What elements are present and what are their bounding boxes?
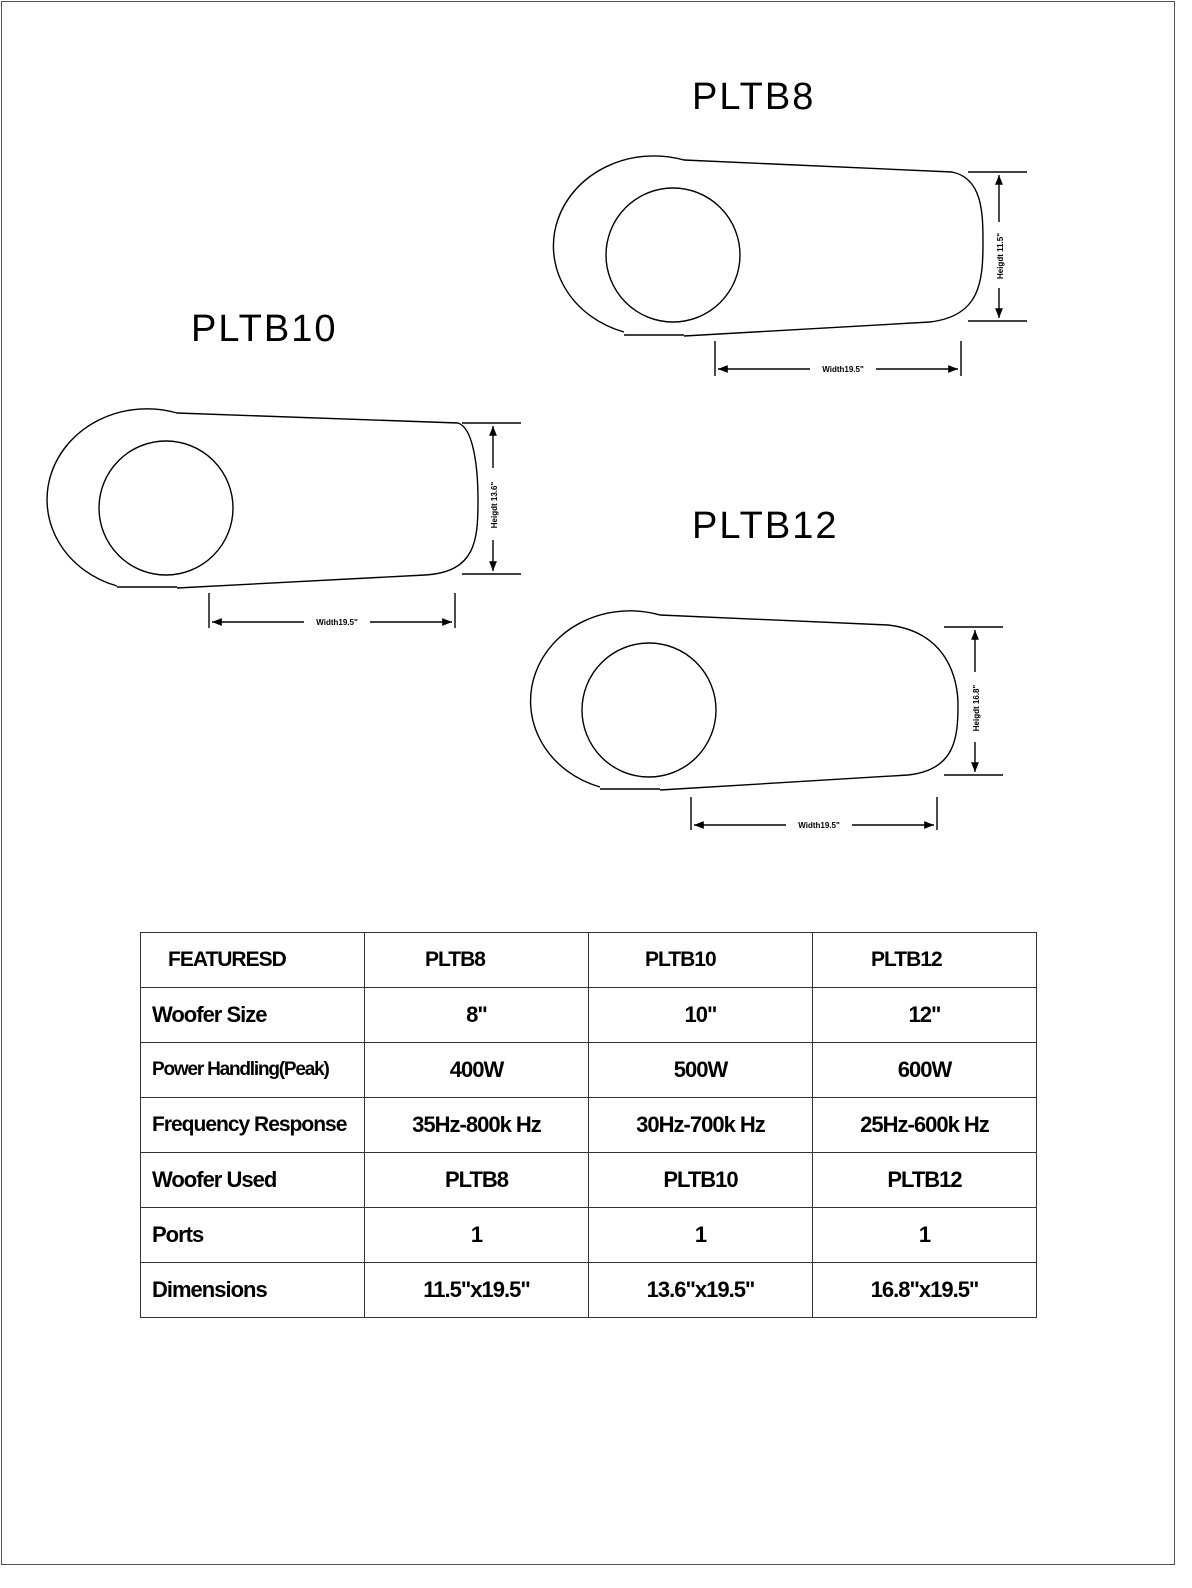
table-header-cell: PLTB12 — [813, 933, 1037, 988]
row-label: Dimensions — [141, 1263, 365, 1318]
table-cell: 8" — [365, 988, 589, 1043]
pltb10-width-label: Width19.5" — [316, 618, 358, 627]
pltb12-woofer-circle — [582, 643, 716, 777]
pltb8-enclosure-outline — [553, 156, 983, 336]
table-row — [141, 1098, 1037, 1153]
table-cell: 16.8"x19.5" — [813, 1263, 1037, 1318]
table-cell: 10" — [589, 988, 813, 1043]
table-cell: PLTB10 — [589, 1153, 813, 1208]
table-header-cell: FEATURESD — [141, 933, 365, 988]
table-cell: 400W — [365, 1043, 589, 1098]
table-row — [141, 1153, 1037, 1208]
table-cell: 1 — [813, 1208, 1037, 1263]
pltb10-height-label: Heigdt 13.6" — [490, 481, 499, 529]
pltb8-width-label: Width19.5" — [822, 365, 864, 374]
row-label: Woofer Used — [141, 1153, 365, 1208]
table-cell: 12" — [813, 988, 1037, 1043]
table-cell: 25Hz-600k Hz — [813, 1098, 1037, 1153]
title-pltb10: PLTB10 — [191, 308, 338, 350]
table-cell: 11.5"x19.5" — [365, 1263, 589, 1318]
table-cell: 500W — [589, 1043, 813, 1098]
table-header-cell: PLTB8 — [365, 933, 589, 988]
pltb8-height-label: Heigdt 11.5" — [996, 232, 1005, 280]
table-row — [141, 988, 1037, 1043]
table-row — [141, 1208, 1037, 1263]
table-header-cell: PLTB10 — [589, 933, 813, 988]
pltb8-woofer-circle — [606, 188, 740, 322]
pltb12-width-label: Width19.5" — [798, 821, 840, 830]
row-label: Power Handling(Peak) — [141, 1043, 365, 1098]
table-cell: 600W — [813, 1043, 1037, 1098]
title-pltb12: PLTB12 — [692, 505, 839, 547]
table-cell: PLTB8 — [365, 1153, 589, 1208]
pltb12-drawing — [531, 611, 1003, 830]
table-cell: 30Hz-700k Hz — [589, 1098, 813, 1153]
table-cell: 1 — [589, 1208, 813, 1263]
pltb12-height-label: Heigdt 16.8" — [972, 684, 981, 732]
table-row — [141, 1043, 1037, 1098]
pltb12-enclosure-outline — [531, 611, 958, 790]
table-header-row — [141, 933, 1037, 988]
table-cell: 35Hz-800k Hz — [365, 1098, 589, 1153]
title-pltb8: PLTB8 — [692, 76, 816, 118]
pltb8-drawing — [553, 156, 1027, 376]
table-cell: 13.6"x19.5" — [589, 1263, 813, 1318]
row-label: Woofer Size — [141, 988, 365, 1043]
table-cell: 1 — [365, 1208, 589, 1263]
row-label: Ports — [141, 1208, 365, 1263]
pltb10-enclosure-outline — [47, 409, 478, 588]
row-label: Frequency Response — [141, 1098, 365, 1153]
table-row — [141, 1263, 1037, 1318]
table-cell: PLTB12 — [813, 1153, 1037, 1208]
pltb10-drawing — [47, 409, 521, 628]
spec-table — [140, 932, 1037, 1318]
pltb10-woofer-circle — [99, 441, 233, 575]
